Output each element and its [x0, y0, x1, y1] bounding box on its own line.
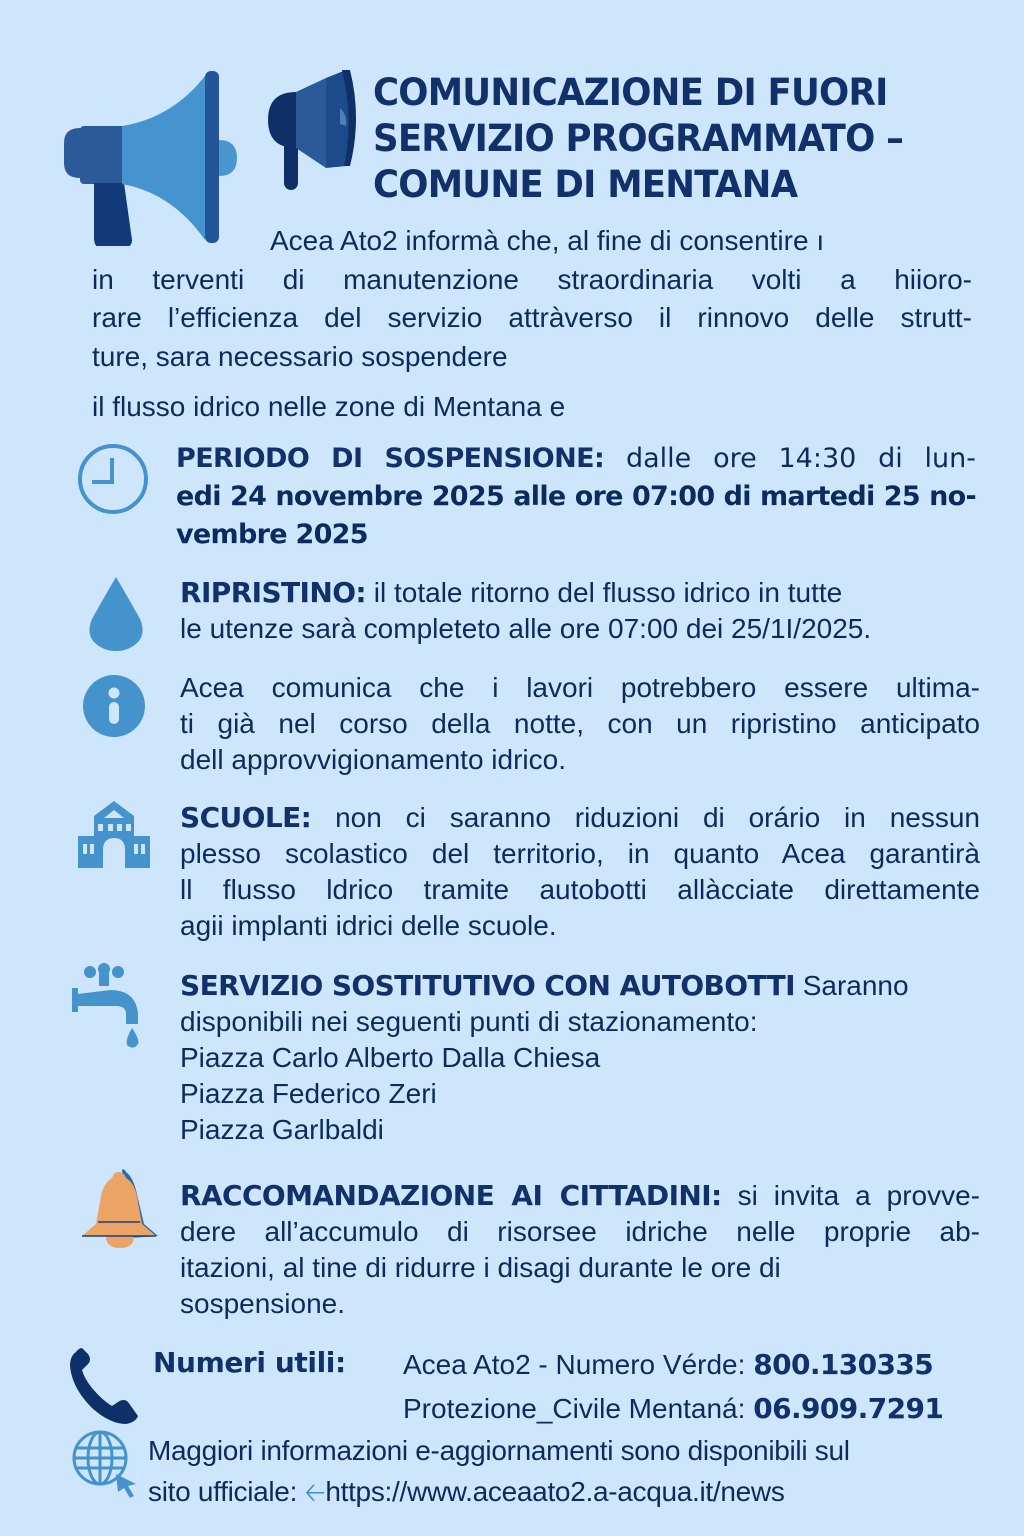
- tanker-service-line-2: disponibili nei seguenti punti di stazionamento:: [180, 1006, 758, 1037]
- acea-phone-number[interactable]: 800.130335: [753, 1348, 934, 1381]
- citizen-advice-label: RACCOMANDAZIONE AI CITTADINI:: [180, 1179, 722, 1212]
- schools-text: SCUOLE: non ci saranno riduzioni di orário in nessun plesso scolastico del territorio, in quanto Acea garantirà ll flusso ldrico tramite autobotti allàcciate direttamente agii implanti idrici delle scuole.: [180, 800, 980, 944]
- tanker-service-text: SERVIZIO SOSTITUTIVO CON AUTOBOTTI Saranno disponibili nei seguenti punti di stazionamento: Piazza Carlo Alberto Dalla Chiesa Piazza Federico Zeri Piazza Garlbaldi: [180, 968, 980, 1148]
- restore-line-2: le utenze sarà completeto alle ore 07:00 dei 25/1I/2025.: [180, 613, 872, 644]
- website-line-1: Maggiori informazioni e-aggiornamenti sono disponibili sul: [148, 1435, 850, 1466]
- intro-line-4: ture, sara necessario sospendere: [92, 340, 508, 372]
- citizen-advice-line-2: dere all’accumulo di risorsee idriche nelle proprie ab-: [180, 1216, 980, 1247]
- tanker-service-label: SERVIZIO SOSTITUTIVO CON AUTOBOTTI: [180, 969, 795, 1002]
- info-line-1: Acea comunica che i lavori potrebbero essere ultima-: [180, 672, 980, 703]
- clock-icon: [76, 442, 150, 516]
- contact-civil-protection: Protezione_Civile Mentaná: 06.909.7291: [403, 1392, 944, 1425]
- title-line-2: SERVIZIO PROGRAMMATO –: [373, 117, 904, 160]
- intro-paragraph: [92, 222, 972, 427]
- bell-icon: [80, 1168, 160, 1254]
- phone-icon: [66, 1346, 142, 1426]
- website-text: [148, 1430, 978, 1513]
- title-line-1: COMUNICAZIONE DI FUORI: [373, 71, 888, 114]
- restore-label: RIPRISTINO:: [180, 576, 366, 609]
- intro-line-5: il flusso idrico nelle zone di Mentana e: [92, 391, 566, 422]
- globe-cursor-icon: [72, 1430, 138, 1498]
- citizen-advice-text: RACCOMANDAZIONE AI CITTADINI: si invita a provve- dere all’accumulo di risorsee idriche nelle proprie ab- itazioni, al tine di ridurre i disagi durante le ore di sospensione.: [180, 1178, 980, 1322]
- info-line-2: ti già nel corso della notte, con un ripristino anticipato: [180, 708, 980, 739]
- schools-label: SCUOLE:: [180, 801, 312, 834]
- website-link[interactable]: https://www.aceaato2.a-acqua.it/news: [325, 1476, 785, 1507]
- schools-line-2: plesso scolastico del territorio, in quanto Acea garantirà: [180, 838, 980, 869]
- school-building-icon: [78, 800, 150, 868]
- water-tap-icon: [72, 962, 148, 1050]
- megaphone-small-icon: [266, 68, 358, 196]
- info-icon: [82, 674, 146, 738]
- location-item: Piazza Garlbaldi: [180, 1114, 384, 1145]
- intro-line-2: in terventi di manutenzione straordinaria volti a hiioro-: [92, 263, 972, 295]
- info-text: [180, 670, 980, 778]
- citizen-advice-line-4: sospensione.: [180, 1288, 346, 1319]
- page-title: [373, 70, 968, 208]
- suspension-period-text: PERIODO DI SOSPENSIONE: dalle ore 14:30 di lun- edi 24 novembre 2025 alle ore 07:00 di martedi 25 no- vembre 2025: [176, 440, 976, 554]
- website-prefix: sito ufficiale:: [148, 1476, 305, 1507]
- intro-line-1: Acea Ato2 informà che, al fine di consentire ı: [270, 225, 825, 256]
- suspension-period-label: PERIODO DI SOSPENSIONE:: [176, 443, 605, 474]
- useful-numbers-label: Numeri utili:: [153, 1346, 346, 1379]
- civil-protection-phone-number[interactable]: 06.909.7291: [753, 1392, 944, 1425]
- location-item: Piazza Carlo Alberto Dalla Chiesa: [180, 1042, 601, 1073]
- water-drop-icon: [86, 575, 146, 651]
- suspension-period-line-2: edi 24 novembre 2025 alle ore 07:00 di martedi 25 no-: [176, 481, 976, 512]
- schools-line-3: ll flusso ldrico tramite autobotti allàcciate direttamente: [180, 874, 980, 905]
- megaphone-icon: [62, 68, 237, 246]
- location-item: Piazza Federico Zeri: [180, 1078, 437, 1109]
- schools-line-4: agii implanti idrici delle scuole.: [180, 910, 557, 941]
- intro-line-3: rare l’efficienza del servizio attràverso il rinnovo delle strutt-: [92, 302, 972, 333]
- suspension-period-line-3: vembre 2025: [176, 519, 368, 550]
- title-line-3: COMUNE DI MENTANA: [373, 163, 798, 206]
- info-line-3: dell approvvigionamento idrico.: [180, 744, 566, 775]
- restore-text: RIPRISTINO: il totale ritorno del flusso idrico in tutte le utenze sarà completeto alle ore 07:00 dei 25/1I/2025.: [180, 575, 980, 647]
- citizen-advice-line-3: itazioni, al tine di ridurre i disagi durante le ore di: [180, 1252, 781, 1283]
- contact-acea: Acea Ato2 - Numero Vérde: 800.130335: [403, 1348, 934, 1381]
- arrow-left-icon: 🡠: [304, 1477, 326, 1507]
